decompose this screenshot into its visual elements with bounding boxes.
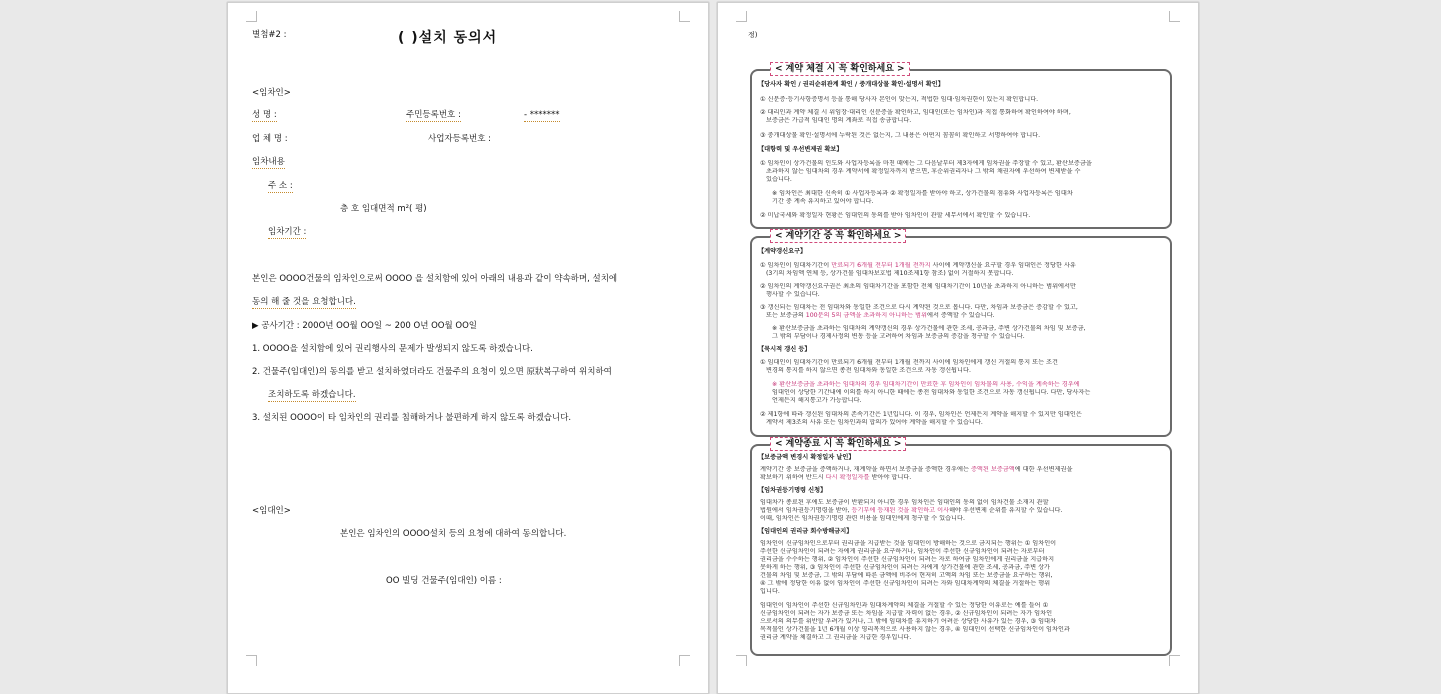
tenant-label: <임차인>: [252, 88, 291, 98]
page-right: [717, 2, 1199, 694]
text-line: ② 제1항에 따라 갱신된 임대차의 존속기간은 1년입니다. 이 경우, 임차인은 언제든지 계약을 해지할 수 있지만 임대인은: [760, 411, 1082, 418]
item-2a: 2. 건물주(임대인)의 동의를 받고 설치하였더라도 건물주의 요청이 있으면 原狀복구하여 위치하여: [252, 367, 612, 377]
text-line: 권리금을 수수하는 행위, ② 임차인이 주선한 신규임차인이 되려는 자로 하여금 임차인에게 권리금을 지급하지: [760, 556, 1055, 563]
text-line: ② 임차인의 계약갱신요구권은 최초의 임대차기간을 포함한 전체 임대차기간이 10년을 초과하지 아니하는 범위에서만: [760, 283, 1076, 290]
corner-mark: [736, 11, 747, 22]
corner-mark: [246, 655, 257, 666]
section-contract-period: [750, 231, 1172, 437]
text-line: 보증금은 가급적 임대인 명의 계좌로 직접 송금합니다.: [766, 117, 912, 124]
text-line: ③ 갱신되는 임대차는 전 임대차와 동일한 조건으로 다시 계약된 것으로 봅니다. 다만, 차임과 보증금은 증감할 수 있고,: [760, 304, 1078, 311]
construction-period: ▶ 공사기간 : 200O년 OO월 OO일 ~ 200 O년 OO월 OO일: [252, 321, 478, 331]
text-line: ① 임대인이 임대차기간이 만료되기 6개월 전부터 1개월 전까지 사이에 임차인에게 갱신 거절의 통지 또는 조건: [760, 359, 1058, 366]
text-line: ※ 임차인은 최대한 신속히 ① 사업자등록과 ② 확정일자를 받아야 하고, 상가건물의 점유와 사업자등록은 임대차: [772, 190, 1073, 197]
text-line: 기간 중 계속 유지하고 있어야 합니다.: [772, 198, 874, 205]
text-line: 목적물인 상가건물을 1년 6개월 이상 영리목적으로 사용하지 않는 경우, ④ 임대인이 선택한 신규임차인이 임차인과: [760, 626, 1070, 633]
corner-mark: [736, 655, 747, 666]
text-line: ② 대리인과 계약 체결 시 위임장·대리인 신분증을 확인하고, 임대인(또는 임차인)과 직접 통화하여 확인하여야 하며,: [760, 109, 1071, 116]
text-line: 확보하기 위하여 반드시 다시 확정일자를 받아야 합니다.: [760, 474, 912, 481]
text-line: 변경의 통지를 하지 않으면 종전 임대차와 동일한 조건으로 자동 갱신됩니다.: [766, 367, 971, 374]
document-title: ( )설치 동의서: [398, 30, 498, 46]
corner-mark: [1169, 11, 1180, 22]
corner-mark: [246, 11, 257, 22]
text-line: 언제든지 해지통고가 가능합니다.: [772, 397, 862, 404]
item-2b: 조치하도록 하겠습니다.: [268, 390, 356, 400]
section-contract-end: [750, 439, 1172, 656]
text-line: 주선한 신규임차인이 되려는 자에게 권리금을 요구하거나, 임차인이 주선한 신규임차인이 되려는 자로부터: [760, 548, 1045, 555]
text-line: 초과하지 않는 임대차의 경우 계약서에 확정일자까지 받으면, 후순위권리자나 그 밖의 채권자에 우선하여 변제받을 수: [766, 168, 1081, 175]
text-line: ③ 중개대상물 확인·설명서에 누락된 것은 없는지, 그 내용은 어떤지 꼼꼼히 확인하고 서명하여야 합니다.: [760, 132, 1041, 139]
landlord-label: <임대인>: [252, 506, 291, 516]
text-line: 있습니다.: [766, 176, 792, 183]
subheading: 【묵시적 갱신 등】: [758, 346, 811, 353]
corner-mark: [679, 655, 690, 666]
text-line: ① 임차인이 상가건물의 인도와 사업자등록을 마친 때에는 그 다음날부터 제3자에게 임차권을 주장할 수 있고, 환산보증금을: [760, 160, 1092, 167]
subheading: 【계약갱신요구】: [758, 248, 807, 255]
consent-text: 본인은 임차인의 OOOO설치 등의 요청에 대하여 동의합니다.: [340, 529, 567, 539]
text-line: 이때, 임차인은 임차권등기명령 관련 비용을 임대인에게 청구할 수 있습니다.: [760, 515, 965, 522]
section-title: < 계약기간 중 꼭 확인하세요 >: [770, 229, 906, 243]
floor-line: 층 호 임대면적 m²( 평): [340, 204, 427, 214]
text-line: 건물의 차임 및 보증금, 그 밖의 부담에 따른 금액에 비추어 현저히 고액의 차임 또는 보증금을 요구하는 행위,: [760, 572, 1053, 579]
text-line: 또는 보증금의 100분의 5의 금액을 초과하지 아니하는 범위에서 증액할 수 있습니다.: [766, 312, 995, 319]
text-line: 권리금 계약을 체결하고 그 권리금을 지급한 경우입니다.: [760, 634, 912, 641]
rrn-label: 주민등록번호 :: [406, 110, 461, 120]
text-line: 계약서 제3조의 사유 또는 임차인과의 합의가 있어야 계약을 해지할 수 있습니다.: [766, 419, 983, 426]
lease-label: 임차내용: [252, 157, 285, 167]
text-line: 입니다.: [760, 588, 780, 595]
address-label: 주 소 :: [268, 181, 293, 191]
period-label: 임차기간 :: [268, 227, 307, 237]
text-line: ④ 그 밖에 정당한 이유 없이 임차인이 주선한 신규임차인이 되려는 자와 임대차계약의 체결을 거절하는 행위: [760, 580, 1051, 587]
text-line: ※ 환산보증금을 초과하는 임대차의 계약갱신의 경우 상가건물에 관한 조세, 공과금, 주변 상가건물의 차임 및 보증금,: [772, 325, 1086, 332]
rrn-masked: - *******: [524, 110, 560, 120]
subheading: 【당사자 확인 / 권리순위관계 확인 / 중개대상물 확인·설명서 확인】: [758, 81, 944, 88]
attachment-label: 별첨#2 :: [252, 30, 287, 40]
continued-note: 정): [748, 31, 758, 39]
subheading: 【대항력 및 우선변제권 확보】: [758, 146, 843, 153]
text-line: ① 신분증·등기사항증명서 등을 통해 당사자 본인이 맞는지, 적법한 임대·임차권한이 있는지 확인합니다.: [760, 96, 1039, 103]
paragraph-1b: 동의 해 줄 것을 요청합니다.: [252, 297, 356, 307]
paragraph-1a: 본인은 OOOO건물의 임차인으로써 OOOO 을 설치함에 있어 아래의 내용과 같이 약속하며, 설치에: [252, 274, 618, 284]
section-contract-signing: [750, 64, 1172, 229]
text-line: 못하게 하는 행위, ③ 임차인이 주선한 신규임차인이 되려는 자에게 상가건물에 관한 조세, 공과금, 주변 상가: [760, 564, 1051, 571]
text-line: 그 밖의 부담이나 경제사정의 변동 등을 고려하여 차임과 보증금의 증감을 청구할 수 있습니다.: [772, 333, 1025, 340]
company-label: 업 체 명 :: [252, 134, 288, 144]
text-line: 임차인이 신규임차인으로부터 권리금을 지급받는 것을 임대인이 방해하는 것으로 금지되는 행위는 ① 임차인이: [760, 540, 1057, 547]
text-line: 임대차가 종료된 후에도 보증금이 반환되지 아니한 경우 임차인은 임대인의 동의 없이 임차건물 소재지 관할: [760, 499, 1049, 506]
section-title: < 계약 체결 시 꼭 확인하세요 >: [770, 62, 910, 76]
subheading: 【보증금액 변경시 확정일자 날인】: [758, 454, 855, 461]
text-line: 신규임차인이 되려는 자가 보증금 또는 차임을 지급할 자력이 없는 경우, ② 신규임차인이 되려는 자가 임차인: [760, 610, 1053, 617]
text-line: ② 미납국세와 확정일자 현황은 임대인의 동의를 받아 임차인이 관할 세무서에서 확인할 수 있습니다.: [760, 212, 1031, 219]
section-title: < 계약종료 시 꼭 확인하세요 >: [770, 437, 906, 451]
text-line: 임대인이 임차인이 주선한 신규임차인과 임대차계약의 체결을 거절할 수 있는 정당한 이유로는 예를 들어 ①: [760, 602, 1049, 609]
text-line: ※ 환산보증금을 초과하는 임대차의 경우 임대차기간이 만료한 후 임차인이 임차물의 사용, 수익을 계속하는 경우에: [772, 381, 1080, 388]
page-left: [227, 2, 709, 694]
subheading: 【임차권등기명령 신청】: [758, 487, 827, 494]
signature-line: OO 빌딩 건물주(임대인) 이름 :: [386, 576, 502, 586]
text-line: 법원에서 임차권등기명령을 받아, 등기부에 등재된 것을 확인하고 이사해야 우선변제 순위를 유지할 수 있습니다.: [760, 507, 1063, 514]
name-label: 성 명 :: [252, 110, 277, 120]
text-line: 임대인이 상당한 기간내에 이의를 하지 아니한 때에는 종전 임대차와 동일한 조건으로 자동 갱신됩니다. 다만, 당사자는: [772, 389, 1091, 396]
text-line: 행사할 수 있습니다.: [766, 291, 820, 298]
text-line: 계약기간 중 보증금을 증액하거나, 재계약을 하면서 보증금을 증액한 경우에는 증액된 보증금액에 대한 우선변제권을: [760, 466, 1073, 473]
text-line: ① 임차인이 임대차기간이 만료되기 6개월 전부터 1개월 전까지 사이에 계약갱신을 요구할 경우 임대인은 정당한 사유: [760, 262, 1076, 269]
brn-label: 사업자등록번호 :: [428, 134, 492, 144]
item-3: 3. 설치된 OOOO이 타 임차인의 권리를 침해하거나 불편하게 하지 않도록 하겠습니다.: [252, 413, 572, 423]
corner-mark: [679, 11, 690, 22]
text-line: (3기의 차임액 연체 등, 상가건물 임대차보호법 제10조제1항 참조) 없이 거절하지 못합니다.: [766, 270, 1014, 277]
corner-mark: [1169, 655, 1180, 666]
subheading: 【임대인의 권리금 회수방해금지】: [758, 528, 853, 535]
item-1: 1. OOOO을 설치함에 있어 권리행사의 문제가 발생되지 않도록 하겠습니다.: [252, 344, 533, 354]
text-line: 으로서의 의무를 위반할 우려가 있거나, 그 밖에 임대차를 유지하기 어려운 상당한 사유가 있는 경우, ③ 임대차: [760, 618, 1056, 625]
